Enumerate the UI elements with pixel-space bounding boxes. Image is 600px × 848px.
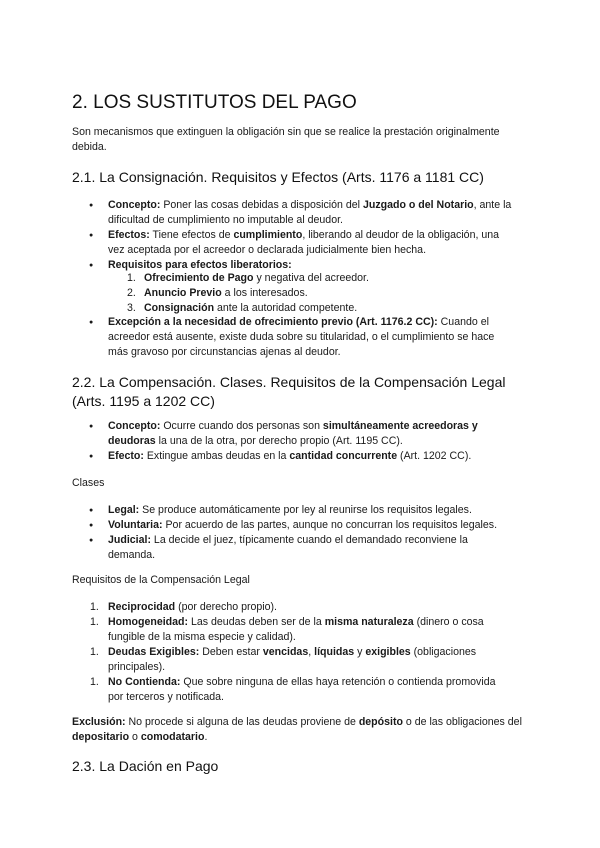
section-heading-compensacion: 2.2. La Compensación. Clases. Requisitos de la Compensación Legal (Arts. 1195 a 1202 CC): [72, 374, 506, 409]
section-heading-consignacion: 2.1. La Consignación. Requisitos y Efectos (Arts. 1176 a 1181 CC): [72, 169, 484, 185]
list-item: 3. Consignación ante la autoridad competente.: [127, 302, 358, 314]
excepcion-list: [72, 315, 512, 360]
compensacion-list: [72, 419, 512, 464]
list-item: ● Concepto: Poner las cosas debidas a disposición del Juzgado o del Notario, ante la dificultad de cumplimiento no imputable al deudor.: [72, 198, 512, 228]
list-item: ● Concepto: Ocurre cuando dos personas son simultáneamente acreedoras y deudoras la una de la otra, por derecho propio (Art. 1195 CC).: [72, 419, 512, 449]
list-item: ● Judicial: La decide el juez, típicamente cuando el demandado reconviene la demanda.: [72, 533, 512, 563]
requisitos-liberatorios-list: [72, 271, 512, 316]
exclusion-paragraph: Exclusión: No procede si alguna de las deudas proviene de depósito o de las obligaciones del depositario o comodatario.: [72, 716, 522, 743]
requisitos-compensacion-list: [72, 600, 512, 705]
list-item: ● Efectos: Tiene efectos de cumplimiento, liberando al deudor de la obligación, una vez aceptada por el acreedor o declarada judicialmente bien hecha.: [72, 228, 512, 258]
page-title: 2. LOS SUSTITUTOS DEL PAGO: [72, 92, 357, 113]
list-item: ● Requisitos para efectos liberatorios:: [72, 258, 512, 273]
list-item: 1. No Contienda: Que sobre ninguna de ellas haya retención o contienda promovida por terceros y notificada.: [90, 676, 496, 703]
list-item: ● Voluntaria: Por acuerdo de las partes, aunque no concurran los requisitos legales.: [72, 518, 512, 533]
list-item: 2. Anuncio Previo a los interesados.: [127, 287, 308, 299]
clases-label: Clases: [72, 477, 105, 489]
consignacion-list: [72, 198, 512, 273]
section-heading-dacion: 2.3. La Dación en Pago: [72, 758, 219, 774]
list-item: 1. Deudas Exigibles: Deben estar vencidas, líquidas y exigibles (obligaciones principales).: [90, 646, 477, 673]
list-item: ● Efecto: Extingue ambas deudas en la cantidad concurrente (Art. 1202 CC).: [72, 449, 512, 464]
list-item: 1. Reciprocidad (por derecho propio).: [90, 601, 277, 613]
list-item: 1. Ofrecimiento de Pago y negativa del acreedor.: [127, 272, 369, 284]
requisitos-label: Requisitos de la Compensación Legal: [72, 574, 250, 586]
list-item: ● Legal: Se produce automáticamente por ley al reunirse los requisitos legales.: [72, 503, 512, 518]
clases-list: [72, 503, 512, 563]
intro-paragraph: Son mecanismos que extinguen la obligación sin que se realice la prestación originalmente debida.: [72, 126, 500, 153]
list-item: ● Excepción a la necesidad de ofrecimiento previo (Art. 1176.2 CC): Cuando el acreedor está ausente, existe duda sobre su titularidad, o el cumplimiento se hace más gravoso por circunstancias ajenas al deudor.: [72, 315, 512, 360]
list-item: 1. Homogeneidad: Las deudas deben ser de la misma naturaleza (dinero o cosa fungible de la misma especie y calidad).: [90, 616, 484, 643]
